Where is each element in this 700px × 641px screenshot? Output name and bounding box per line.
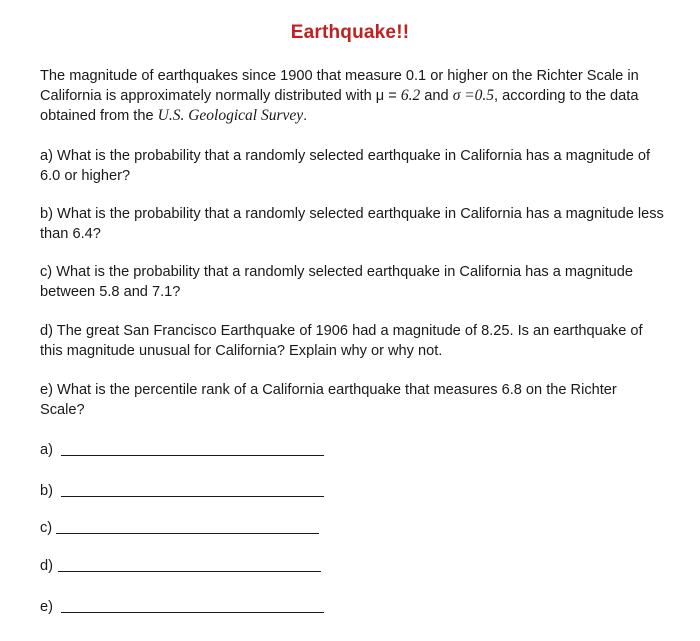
answer-blank-line[interactable] [61,496,324,497]
question-a [40,146,665,186]
question-label: d) [40,323,53,339]
intro-text-4: . [303,108,308,124]
question-text: What is the probability that a randomly selected earthquake in California has a magnitude between 5.8 and 7.1? [40,264,634,300]
question-label: e) [40,382,53,398]
question-label: a) [40,148,53,164]
intro-text-3: , according to the data obtained from the [40,88,639,124]
question-c [40,262,665,302]
answer-label: d) [40,558,53,574]
question-d [40,321,665,361]
answer-label: b) [40,483,53,499]
intro-text-1: The magnitude of earthquakes since 1900 that measure 0.1 or higher on the Richter Scale in California is approximately normally distributed with μ = [40,68,639,104]
answer-blank-line[interactable] [58,571,321,572]
intro-text-2: and [420,88,453,104]
answer-label: c) [40,520,53,536]
question-text: What is the probability that a randomly selected earthquake in California has a magnitude of 6.0 or higher? [40,148,651,184]
intro-paragraph [40,66,670,126]
question-text: What is the percentile rank of a California earthquake that measures 6.8 on the Richter Scale? [40,382,617,418]
question-label: b) [40,206,53,222]
question-e [40,380,665,420]
question-text: The great San Francisco Earthquake of 1906 had a magnitude of 8.25. Is an earthquake of this magnitude unusual for California? Explain why or why not. [40,323,643,359]
question-text: What is the probability that a randomly selected earthquake in California has a magnitude less than 6.4? [40,206,664,242]
answer-label: e) [40,599,53,615]
answer-blank-line[interactable] [56,533,319,534]
answer-blank-line[interactable] [61,612,324,613]
question-b [40,204,665,244]
page-title: Earthquake!! [290,22,410,43]
answer-blank-line[interactable] [61,455,324,456]
answer-label: a) [40,442,53,458]
sigma-expression: σ =0.5 [452,87,495,104]
data-source: U.S. Geological Survey [157,107,304,124]
mu-value: 6.2 [400,87,421,104]
question-label: c) [40,264,53,280]
